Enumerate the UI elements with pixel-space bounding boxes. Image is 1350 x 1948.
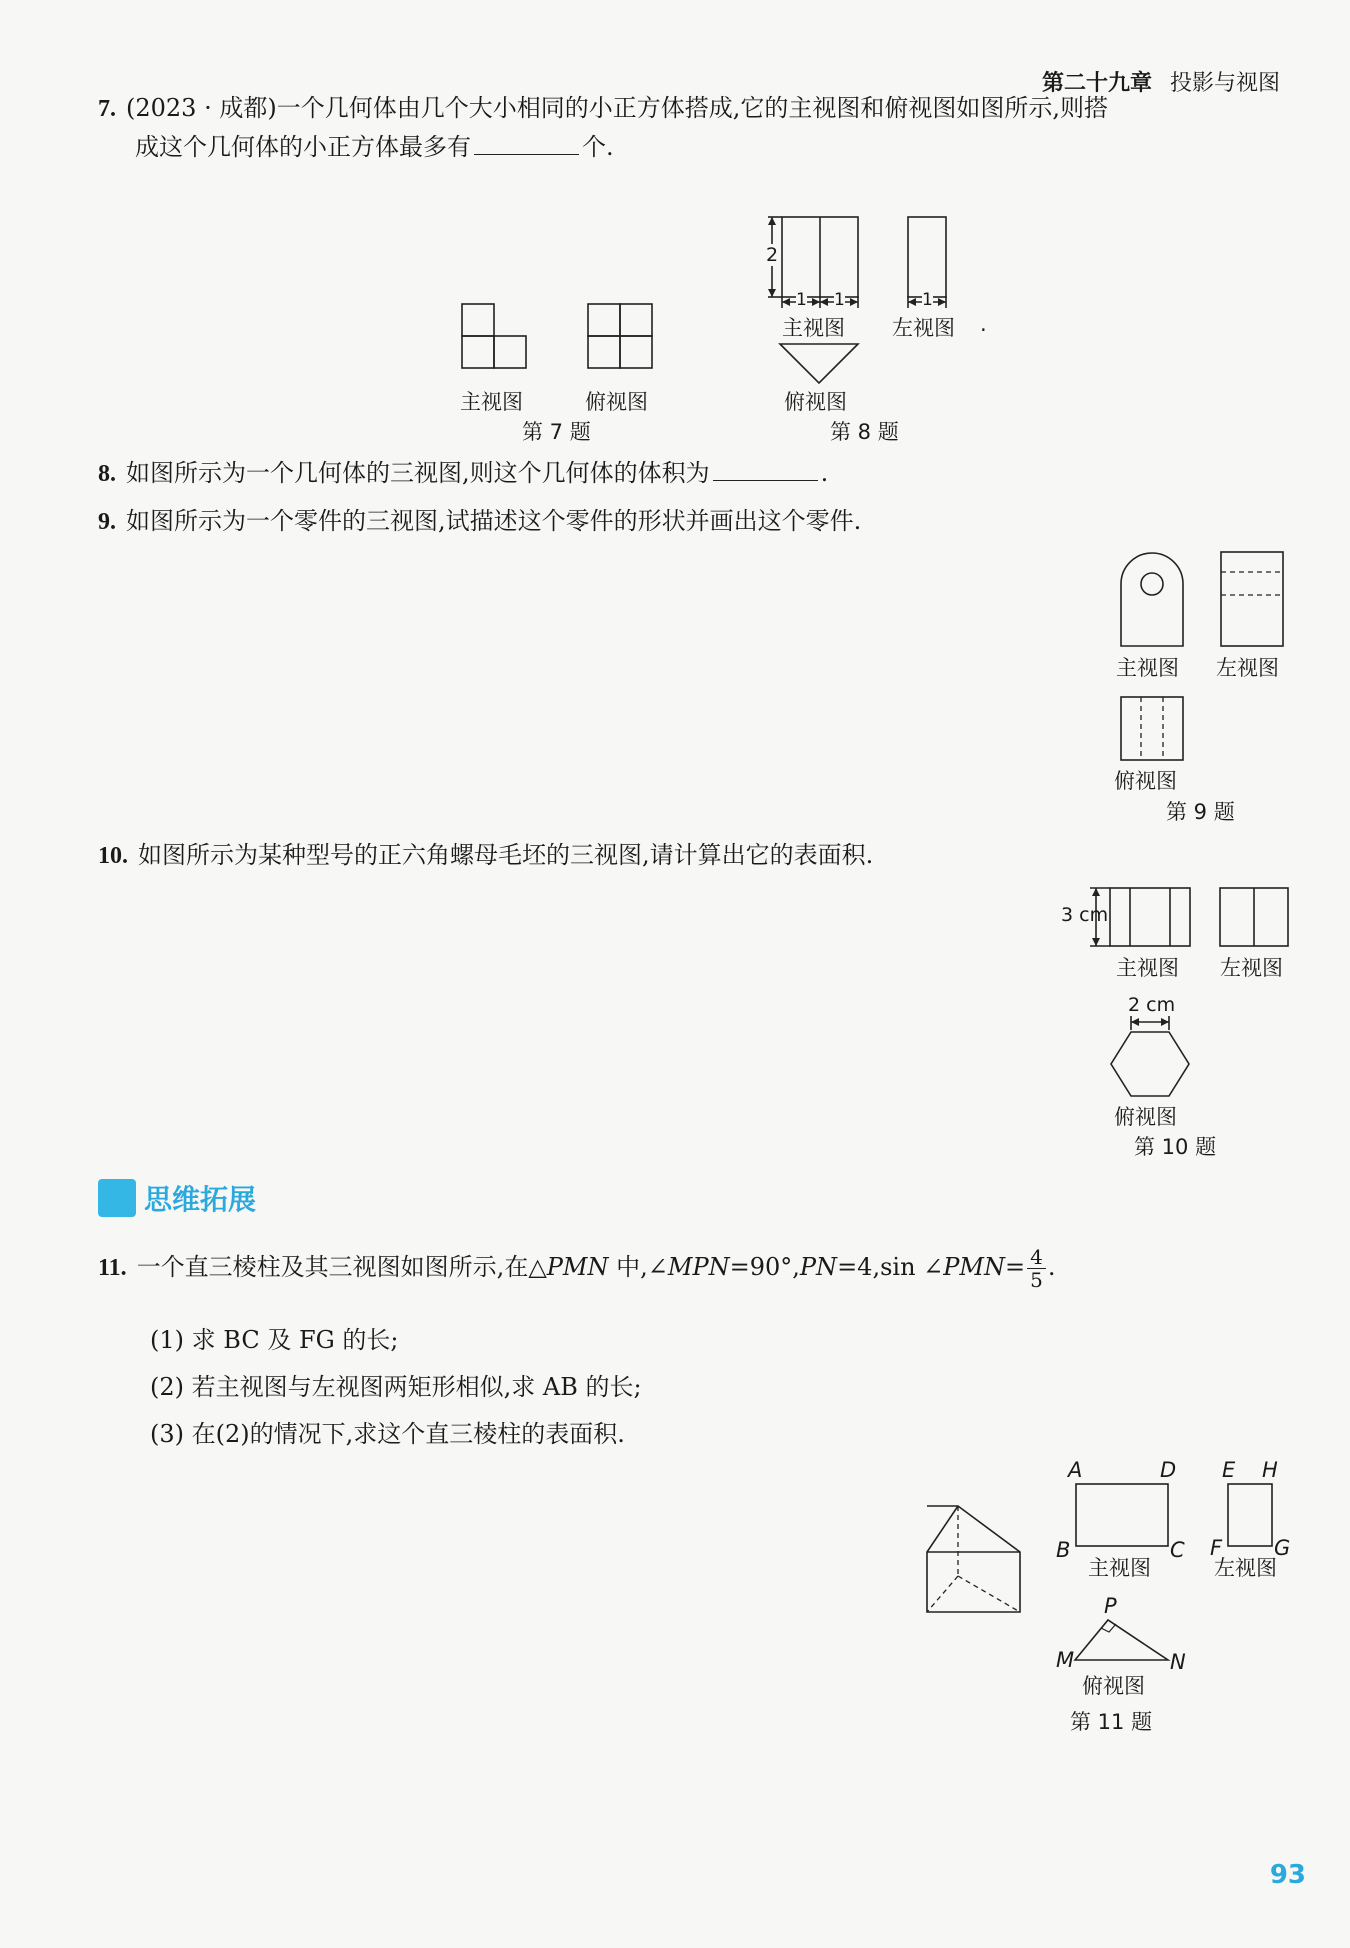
fig8-dim-side: 1 (922, 290, 933, 310)
fig8-dim-w1: 1 (796, 290, 807, 310)
question-text: =4,sin ∠ (837, 1253, 944, 1281)
fig8-dot: . (980, 312, 987, 336)
question-number: 9. (98, 509, 116, 535)
question-number: 11. (98, 1255, 127, 1281)
fig8-left-label: 左视图 (892, 316, 955, 340)
fig7-front-label: 主视图 (460, 390, 523, 414)
math-var: PMN (546, 1253, 609, 1281)
label-F: F (1210, 1536, 1223, 1560)
question-text: =90°, (729, 1253, 800, 1281)
question-number: 7. (98, 96, 116, 122)
label-E: E (1222, 1458, 1236, 1482)
fig9-front-label: 主视图 (1116, 656, 1179, 680)
section-title: 思维拓展 (144, 1183, 257, 1216)
chapter-label: 第二十九章 (1041, 71, 1152, 96)
label-P: P (1104, 1594, 1117, 1618)
fig10-left-label: 左视图 (1220, 956, 1283, 980)
question-text: = (1005, 1253, 1026, 1281)
question-text: 个. (582, 133, 614, 161)
fig9-caption: 第 9 题 (1166, 800, 1235, 824)
label-N: N (1170, 1650, 1186, 1674)
question-11-part-3: (3) 在(2)的情况下,求这个直三棱柱的表面积. (150, 1420, 625, 1448)
label-G: G (1274, 1536, 1291, 1560)
question-text: 如图所示为一个零件的三视图,试描述这个零件的形状并画出这个零件. (126, 507, 862, 535)
question-text: 如图所示为一个几何体的三视图,则这个几何体的体积为 (126, 459, 710, 487)
fig8-top-label: 俯视图 (784, 390, 847, 414)
question-number: 10. (98, 843, 128, 869)
question-11-part-2: (2) 若主视图与左视图两矩形相似,求 AB 的长; (150, 1373, 642, 1401)
fig9-left-label: 左视图 (1216, 656, 1279, 680)
fraction-numerator: 4 (1027, 1246, 1046, 1269)
fig8-dim-height: 2 (766, 244, 779, 266)
question-text: . (1047, 1253, 1056, 1281)
question-text: 一个直三棱柱及其三视图如图所示,在△ (136, 1253, 547, 1281)
fraction-denominator: 5 (1030, 1268, 1043, 1292)
fig10-top-label: 俯视图 (1114, 1105, 1177, 1129)
math-var: PN (799, 1253, 838, 1281)
question-text: (2023 · 成都)一个几何体由几个大小相同的小正方体搭成,它的主视图和俯视图如图所示,则搭 (126, 94, 1108, 122)
fig10-caption: 第 10 题 (1134, 1135, 1217, 1159)
label-A: A (1068, 1458, 1083, 1482)
fig10-dim-height: 3 cm (1061, 904, 1109, 926)
math-var: PMN (943, 1253, 1005, 1281)
fig11-front-label: 主视图 (1088, 1556, 1151, 1580)
label-D: D (1160, 1458, 1177, 1482)
question-text: 中,∠ (608, 1253, 668, 1281)
math-var: MPN (667, 1253, 730, 1281)
fig9-top-label: 俯视图 (1114, 769, 1177, 793)
label-B: B (1056, 1538, 1071, 1562)
label-H: H (1262, 1458, 1278, 1482)
question-number: 8. (98, 461, 116, 487)
page-number: 93 (1269, 1860, 1306, 1890)
fig11-top-label: 俯视图 (1082, 1674, 1145, 1698)
question-11-part-1: (1) 求 BC 及 FG 的长; (150, 1326, 399, 1354)
fig8-dim-w2: 1 (834, 290, 845, 310)
fig8-front-label: 主视图 (782, 316, 845, 340)
chapter-title: 投影与视图 (1169, 71, 1280, 96)
fig7-caption: 第 7 题 (522, 420, 591, 444)
label-C: C (1170, 1538, 1185, 1562)
fig11-caption: 第 11 题 (1070, 1710, 1153, 1734)
question-text: . (820, 459, 829, 487)
label-M: M (1056, 1648, 1075, 1672)
question-text: 如图所示为某种型号的正六角螺母毛坯的三视图,请计算出它的表面积. (138, 841, 874, 869)
fig8-caption: 第 8 题 (830, 420, 899, 444)
fig10-dim-width: 2 cm (1128, 994, 1176, 1016)
fig7-top-label: 俯视图 (585, 390, 648, 414)
fig11-left-label: 左视图 (1214, 1556, 1277, 1580)
question-text: 成这个几何体的小正方体最多有 (135, 133, 471, 161)
fig10-front-label: 主视图 (1116, 956, 1179, 980)
